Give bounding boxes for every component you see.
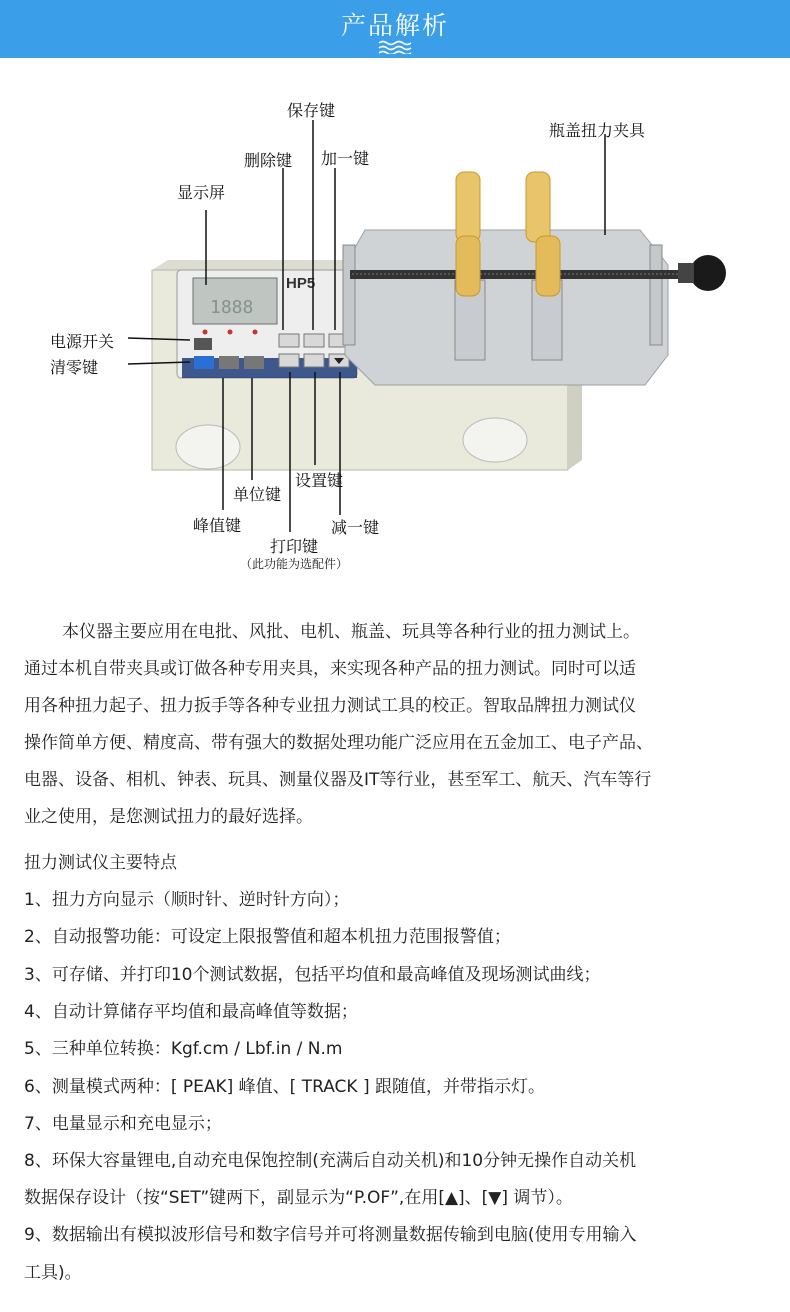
foot <box>176 425 240 469</box>
callout-peak-key: 峰值键 <box>193 516 242 535</box>
feature-item: 2、自动报警功能：可设定上限报警值和超本机扭力范围报警值； <box>24 927 511 947</box>
callout-minus-key: 减一键 <box>331 518 380 537</box>
intro-line: 业之使用，是您测试扭力的最好选择。 <box>24 807 313 827</box>
callout-zero-key: 清零键 <box>50 358 99 377</box>
callout-save-key: 保存键 <box>287 101 336 120</box>
wave-icon <box>378 40 412 54</box>
callout-print-key: 打印键 <box>270 537 319 556</box>
fixture-plate <box>345 230 668 385</box>
feature-item: 1、扭力方向显示（顺时针、逆时针方向）； <box>24 890 350 910</box>
product-diagram <box>0 60 790 600</box>
features-heading: 扭力测试仪主要特点 <box>24 853 177 873</box>
intro-line: 本仪器主要应用在电批、风批、电机、瓶盖、玩具等各种行业的扭力测试上。 <box>62 622 640 642</box>
callout-print-note: （此功能为选配件） <box>240 557 349 571</box>
intro-line: 用各种扭力起子、扭力扳手等各种专业扭力测试工具的校正。智取品牌扭力测试仪 <box>24 696 636 716</box>
clamp-peg <box>456 172 480 242</box>
set-button <box>304 354 324 367</box>
callout-unit-key: 单位键 <box>233 485 282 504</box>
unit-button <box>244 356 264 369</box>
reset-button <box>194 356 214 369</box>
feature-item: 9、数据输出有模拟波形信号和数字信号并可将测量数据传输到电脑(使用专用输入 <box>24 1225 637 1245</box>
callout-power-switch: 电源开关 <box>50 332 115 351</box>
intro-line: 操作简单方便、精度高、带有强大的数据处理功能广泛应用在五金加工、电子产品、 <box>24 733 653 753</box>
intro-paragraph <box>24 614 770 836</box>
feature-item: 7、电量显示和充电显示； <box>24 1114 222 1134</box>
feature-item: 6、测量模式两种：[ PEAK] 峰值、[ TRACK ] 跟随值，并带指示灯。 <box>24 1077 545 1097</box>
lcd-value: 1888 <box>210 297 254 318</box>
callout-cap-fixture: 瓶盖扭力夹具 <box>549 121 646 140</box>
feature-item: 工具)。 <box>24 1263 82 1283</box>
callout-set-key: 设置键 <box>295 471 344 490</box>
callout-display: 显示屏 <box>177 183 226 202</box>
feature-item: 4、自动计算储存平均值和最高峰值等数据； <box>24 1002 358 1022</box>
intro-line: 电器、设备、相机、钟表、玩具、测量仪器及IT等行业，甚至军工、航天、汽车等行 <box>24 770 652 790</box>
feature-item: 数据保存设计（按“SET”键两下，副显示为“P.OF”,在用[▲]、[▼] 调节）。 <box>24 1188 573 1208</box>
feature-item: 5、三种单位转换：Kgf.cm / Lbf.in / N.m <box>24 1039 343 1059</box>
feature-item: 8、环保大容量锂电,自动充电保饱控制(充满后自动关机)和10分钟无操作自动关机 <box>24 1151 637 1171</box>
feature-item: 3、可存储、并打印10个测试数据，包括平均值和最高峰值及现场测试曲线； <box>24 965 601 985</box>
fixture-knob <box>690 255 726 291</box>
mode-button <box>219 356 239 369</box>
callout-delete-key: 删除键 <box>244 151 293 170</box>
callout-plus-key: 加一键 <box>321 149 370 168</box>
torque-tester-illustration <box>0 60 790 600</box>
screw-rod <box>350 270 680 279</box>
intro-line: 通过本机自带夹具或订做各种专用夹具，来实现各种产品的扭力测试。同时可以适 <box>24 659 636 679</box>
print-button <box>279 354 299 367</box>
page-title: 产品解析 <box>340 11 449 40</box>
model-label: HP5 <box>286 275 316 292</box>
clr-button <box>279 334 299 347</box>
power-button <box>194 338 212 350</box>
